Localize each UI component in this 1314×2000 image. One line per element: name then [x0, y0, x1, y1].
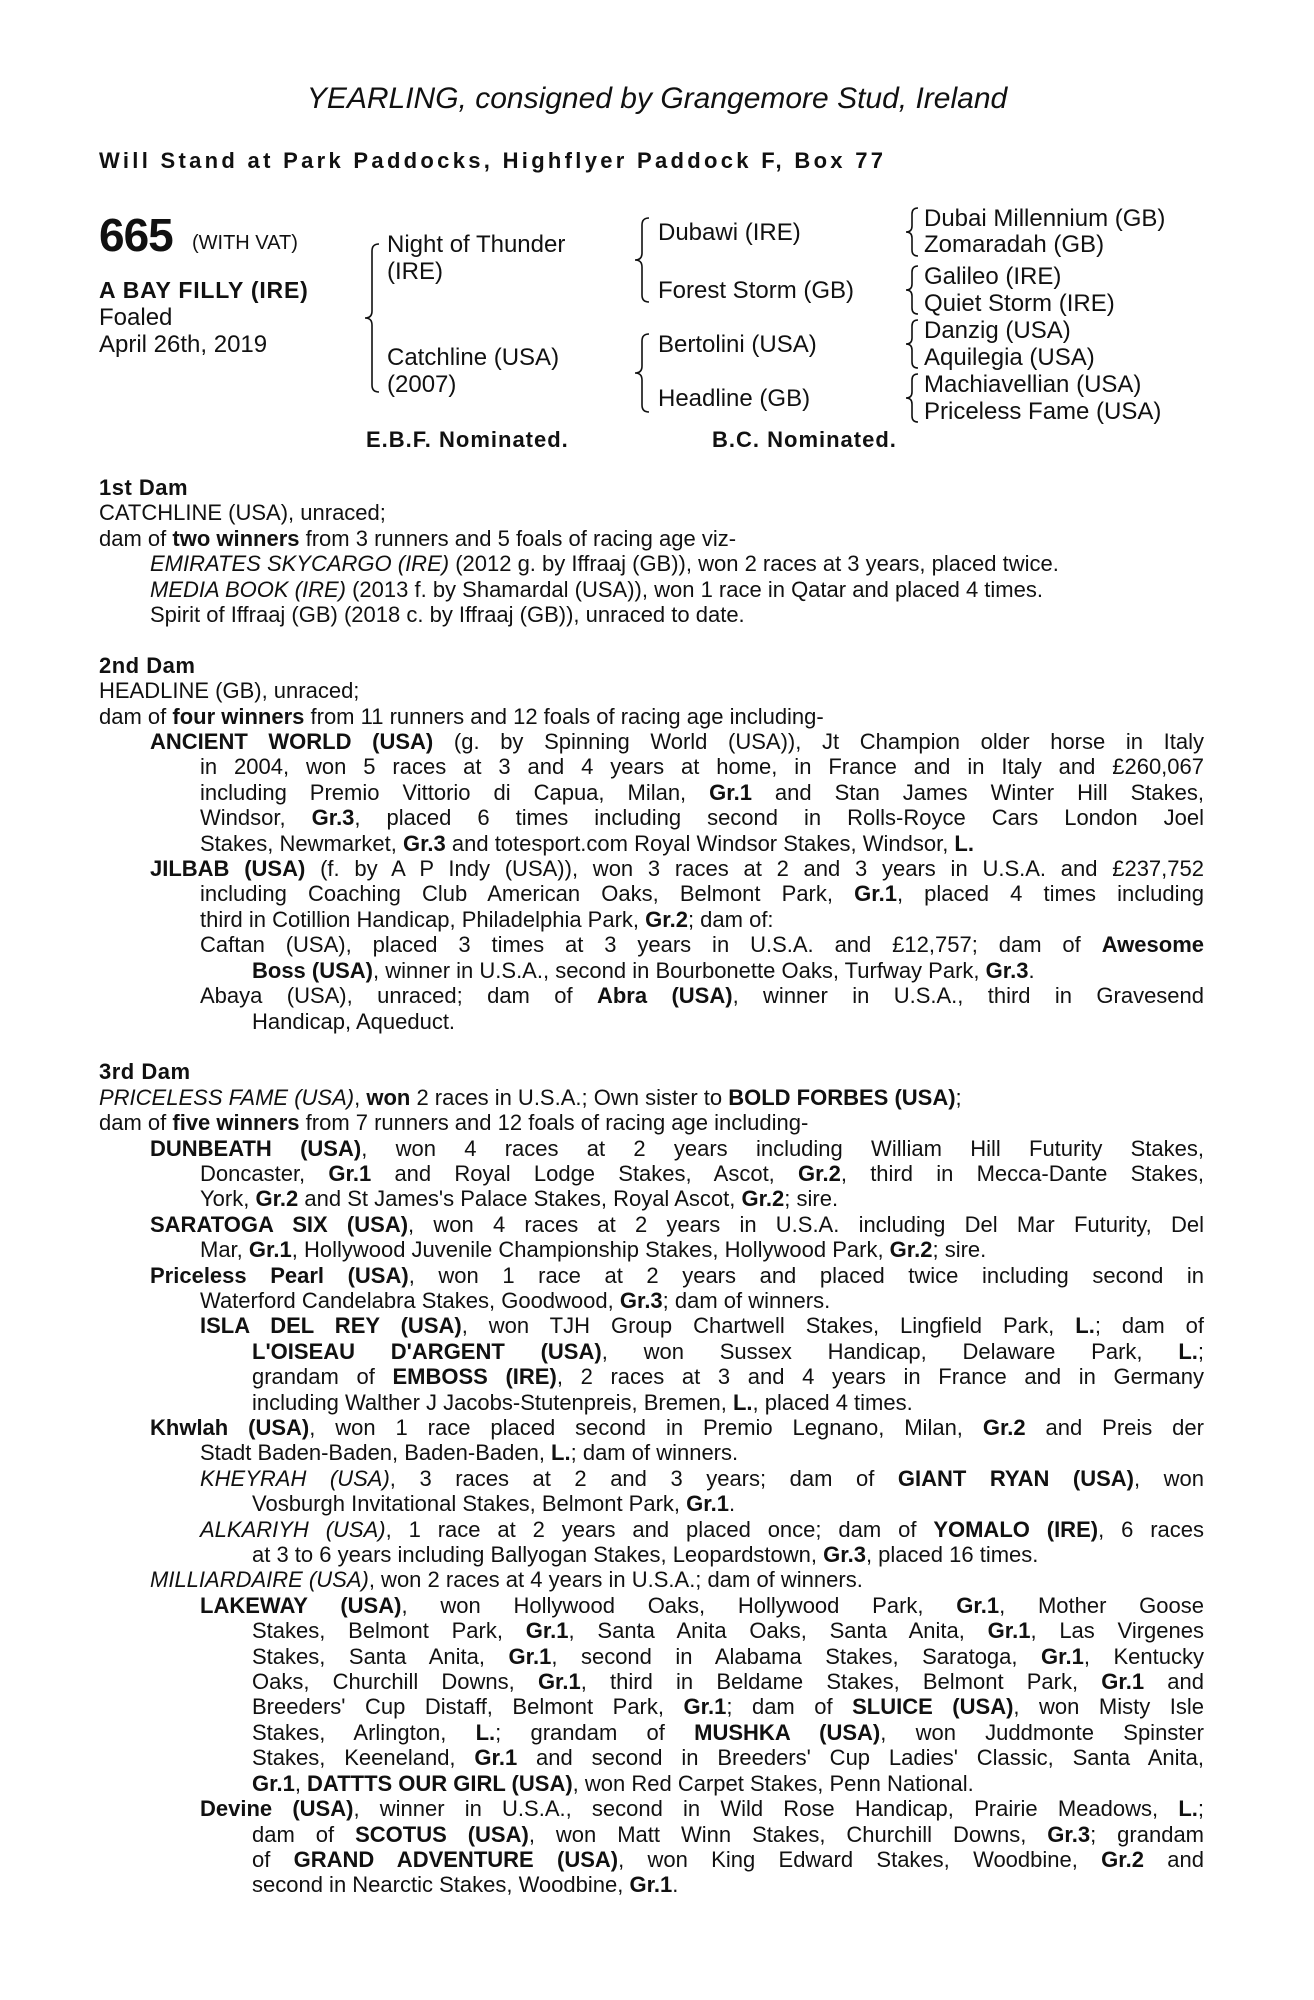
text-line: [99, 1059, 1204, 1084]
second-dam-section: [99, 653, 1204, 1034]
text-run: , won Juddmonte Spinster: [880, 1719, 1204, 1745]
lot-number: 665: [99, 209, 173, 261]
pedigree-entry: [99, 551, 1204, 576]
bold-text: DUNBEATH (USA): [150, 1135, 362, 1161]
bold-text: GRAND ADVENTURE (USA): [293, 1846, 619, 1872]
bold-text: Gr.1: [987, 1618, 1031, 1644]
text-run: and: [1144, 1669, 1204, 1695]
text-run: , won Misty Isle: [1013, 1694, 1204, 1720]
text-run: Stakes, Santa Anita,: [252, 1643, 509, 1669]
text-line: [99, 958, 1204, 983]
dam-dam: Headline (GB): [658, 385, 811, 412]
text-line: [99, 1567, 1204, 1592]
text-line: [99, 475, 1204, 500]
text-run: ; sire.: [932, 1237, 987, 1263]
text-line: [99, 1644, 1204, 1669]
text-run: Stakes, Keeneland,: [252, 1745, 475, 1771]
bold-text: SARATOGA SIX (USA): [150, 1211, 409, 1237]
vat-note: (WITH VAT): [192, 232, 298, 254]
text-line: [99, 526, 1204, 551]
text-run: , won Matt Winn Stakes, Churchill Downs,: [528, 1821, 1048, 1847]
text-run: , won Hollywood Oaks, Hollywood Park,: [401, 1592, 957, 1618]
bold-text: Gr.1: [525, 1618, 569, 1644]
text-run: and second in Breeders' Cup Ladies' Classic, Santa Anita,: [517, 1745, 1204, 1771]
sire-name: Night of Thunder: [387, 231, 566, 258]
text-line: [99, 754, 1204, 779]
text-run: , Las Virgenes: [1030, 1618, 1204, 1644]
bold-text: Gr.2: [889, 1237, 933, 1263]
text-line: [99, 1466, 1204, 1491]
dam-sire: Bertolini (USA): [658, 331, 817, 358]
text-run: , won King Edward Stakes, Woodbine,: [618, 1846, 1102, 1872]
text-run: Breeders' Cup Distaff, Belmont Park,: [252, 1694, 684, 1720]
text-run: in 2004, won 5 races at 3 and 4 years at home, in France and in Italy and £260,067: [200, 754, 1204, 780]
text-run: Stakes, Belmont Park,: [252, 1618, 526, 1644]
bold-text: ANCIENT WORLD (USA): [150, 729, 434, 755]
text-line: [99, 1517, 1204, 1542]
text-line: [99, 932, 1204, 957]
pedigree-entry: [99, 856, 1204, 932]
text-run: (g. by Spinning World (USA)), Jt Champion older horse in Italy: [433, 729, 1204, 755]
text-run: ; dam of: [726, 1694, 853, 1720]
pedigree-entry: [99, 983, 1204, 1034]
gen3-ancestor: Galileo (IRE): [924, 263, 1062, 290]
text-line: [99, 1796, 1204, 1821]
text-run: , won Sussex Handicap, Delaware Park,: [601, 1338, 1179, 1364]
italic-text: KHEYRAH (USA): [200, 1465, 390, 1491]
foaled-label: Foaled: [99, 304, 173, 331]
text-run: , won 1 race placed second in Premio Legnano, Milan,: [309, 1415, 983, 1440]
text-run: ; dam of winners.: [570, 1440, 739, 1466]
text-run: , winner in U.S.A., second in Bourbonette Oaks, Turfway Park,: [373, 957, 986, 983]
text-run: Abaya (USA), unraced; dam of: [200, 983, 597, 1009]
text-run: (2013 f. by Shamardal (USA)), won 1 race in Qatar and placed 4 times.: [345, 576, 1043, 602]
text-run: Stakes, Arlington,: [252, 1719, 476, 1745]
text-run: dam of: [252, 1821, 356, 1847]
bracket: [906, 266, 918, 314]
text-run: and Royal Lodge Stakes, Ascot,: [371, 1160, 799, 1186]
heading-text: 3rd Dam: [99, 1059, 191, 1085]
sire-sire: Dubawi (IRE): [658, 219, 801, 246]
text-line: [99, 1822, 1204, 1847]
bracket: [635, 334, 649, 412]
text-run: , won 4 races at 2 years including William Hill Futurity Stakes,: [361, 1135, 1204, 1161]
pedigree-entry: [99, 1466, 1204, 1517]
text-run: , 3 races at 2 and 3 years; dam of: [389, 1465, 898, 1491]
bold-text: SCOTUS (USA): [355, 1821, 529, 1847]
text-line: [99, 1161, 1204, 1186]
text-line: [99, 1212, 1204, 1237]
bold-text: Gr.1: [508, 1643, 552, 1669]
text-line: [99, 704, 1204, 729]
bold-text: Gr.1: [248, 1237, 292, 1263]
heading-text: 1st Dam: [99, 475, 189, 500]
gen3-ancestor: Dubai Millennium (GB): [924, 205, 1166, 232]
pedigree-entry: [99, 1415, 1204, 1466]
bold-text: Awesome: [1101, 932, 1204, 958]
pedigree-entry: [99, 729, 1204, 856]
text-line: [99, 551, 1204, 576]
text-run: Windsor,: [200, 805, 312, 831]
gen3-ancestor: Aquilegia (USA): [924, 344, 1095, 371]
text-run: , placed 6 times including second in Rolls-Royce Cars London Joel: [354, 805, 1204, 831]
gen3-ancestor: Danzig (USA): [924, 317, 1071, 344]
text-line: [99, 500, 1204, 525]
text-line: [99, 1415, 1204, 1440]
bc-nominated: B.C. Nominated.: [712, 427, 897, 452]
text-line: [99, 983, 1204, 1008]
pedigree-entry: [99, 1313, 1204, 1415]
text-run: , 1 race at 2 years and placed once; dam of: [385, 1516, 934, 1542]
first-dam-section: [99, 475, 1204, 627]
text-line: [99, 1847, 1204, 1872]
text-run: , 2 races at 3 and 4 years in France and in Germany: [556, 1364, 1204, 1390]
text-run: dam of: [99, 703, 173, 729]
third-dam-section: [99, 1059, 1204, 1897]
pedigree-entry: [99, 602, 1204, 627]
text-line: [99, 1263, 1204, 1288]
ebf-nominated: E.B.F. Nominated.: [366, 427, 569, 452]
text-line: [99, 1390, 1204, 1415]
heading-text: 2nd Dam: [99, 652, 196, 678]
text-run: and St James's Palace Stakes, Royal Ascot,: [298, 1186, 742, 1212]
bold-text: Priceless Pearl (USA): [150, 1262, 409, 1288]
bold-text: L.: [1178, 1338, 1198, 1364]
text-run: .: [1028, 957, 1035, 983]
text-run: .: [728, 1491, 736, 1517]
text-run: and: [1143, 1846, 1204, 1872]
text-run: third in Cotillion Handicap, Philadelphia Park,: [200, 906, 646, 932]
bold-text: Gr.3: [985, 957, 1029, 983]
text-run: including Coaching Club American Oaks, Belmont Park,: [200, 881, 855, 907]
text-run: ;: [1197, 1796, 1204, 1822]
text-run: Oaks, Churchill Downs,: [252, 1669, 538, 1695]
bold-text: Gr.2: [255, 1186, 299, 1212]
text-line: [99, 1618, 1204, 1643]
text-run: HEADLINE (GB), unraced;: [99, 678, 360, 704]
text-run: second in Nearctic Stakes, Woodbine,: [252, 1872, 630, 1898]
text-run: and Stan James Winter Hill Stakes,: [751, 779, 1204, 805]
text-line: [99, 1720, 1204, 1745]
bold-text: BOLD FORBES (USA): [728, 1084, 956, 1110]
bold-text: DATTTS OUR GIRL (USA): [307, 1770, 573, 1796]
bold-text: Gr.1: [252, 1770, 295, 1796]
text-run: ; dam of:: [687, 906, 774, 932]
pedigree-entry: [99, 577, 1204, 602]
text-line: [99, 653, 1204, 678]
text-line: [99, 1694, 1204, 1719]
bold-text: Khwlah (USA): [150, 1415, 310, 1440]
text-run: (f. by A P Indy (USA)), won 3 races at 2 and 3 years in U.S.A. and £237,752: [305, 856, 1204, 882]
text-run: , third in Beldame Stakes, Belmont Park,: [580, 1669, 1102, 1695]
bold-text: Gr.1: [1041, 1643, 1084, 1669]
text-line: [99, 602, 1204, 627]
pedigree-entry: [99, 1593, 1204, 1796]
bold-text: LAKEWAY (USA): [200, 1592, 402, 1618]
text-line: [99, 856, 1204, 881]
section-heading: [99, 1059, 1204, 1084]
bold-text: Gr.1: [686, 1491, 729, 1517]
italic-text: PRICELESS FAME (USA): [99, 1084, 355, 1110]
text-run: ; grandam of: [495, 1719, 695, 1745]
bracket: [906, 208, 918, 256]
text-line: [99, 678, 1204, 703]
sire-dam: Forest Storm (GB): [658, 277, 855, 304]
bold-text: YOMALO (IRE): [933, 1516, 1099, 1542]
italic-text: ALKARIYH (USA): [200, 1516, 386, 1542]
bold-text: ISLA DEL REY (USA): [200, 1313, 462, 1339]
bold-text: Gr.1: [474, 1745, 518, 1771]
text-line: [99, 577, 1204, 602]
bold-text: Boss (USA): [252, 957, 374, 983]
text-run: of: [252, 1846, 294, 1872]
text-run: 2 races in U.S.A.; Own sister to: [410, 1084, 729, 1110]
text-run: , Mother Goose: [999, 1592, 1204, 1618]
catalogue-title: YEARLING, consigned by Grangemore Stud, Ireland: [306, 82, 1008, 115]
text-run: ;: [955, 1084, 962, 1110]
text-run: from 7 runners and 12 foals of racing age including-: [299, 1110, 809, 1136]
pedigree-entry: [99, 932, 1204, 983]
text-run: dam of: [99, 1110, 173, 1136]
bold-text: Gr.2: [982, 1415, 1026, 1440]
produce-record: [99, 475, 1204, 1898]
text-line: [99, 1669, 1204, 1694]
text-line: [99, 1440, 1204, 1465]
text-line: [99, 1745, 1204, 1770]
text-run: , won 4 races at 2 years in U.S.A. including Del Mar Futurity, Del: [408, 1211, 1205, 1237]
sire-country: (IRE): [387, 258, 443, 285]
bracket: [635, 218, 649, 302]
text-line: [99, 1872, 1204, 1897]
text-line: [99, 1136, 1204, 1161]
text-run: , placed 16 times.: [865, 1542, 1039, 1568]
italic-text: MILLIARDAIRE (USA): [150, 1567, 369, 1593]
text-run: Caftan (USA), placed 3 times at 3 years in U.S.A. and £12,757; dam of: [200, 932, 1102, 958]
text-run: , won 2 races at 4 years in U.S.A.; dam of winners.: [368, 1567, 863, 1593]
text-run: .: [672, 1872, 679, 1898]
text-run: at 3 to 6 years including Ballyogan Stakes, Leopardstown,: [252, 1542, 824, 1568]
bold-text: L.: [1178, 1796, 1198, 1822]
text-run: , second in Alabama Stakes, Saratoga,: [551, 1643, 1042, 1669]
bold-text: Gr.3: [1047, 1821, 1091, 1847]
bold-text: Gr.1: [854, 881, 897, 907]
text-run: , Hollywood Juvenile Championship Stakes, Hollywood Park,: [291, 1237, 890, 1263]
bold-text: two winners: [172, 525, 300, 551]
text-run: Stadt Baden-Baden, Baden-Baden,: [200, 1440, 552, 1466]
text-line: [99, 780, 1204, 805]
bold-text: Abra (USA): [596, 983, 733, 1009]
pedigree-entry: [99, 1110, 1204, 1135]
text-run: ; dam of: [1094, 1313, 1204, 1339]
bold-text: Gr.2: [798, 1160, 841, 1186]
text-run: Mar,: [200, 1237, 249, 1263]
text-run: , won: [1134, 1465, 1205, 1491]
text-line: [99, 1542, 1204, 1567]
text-run: including Premio Vittorio di Capua, Milan,: [200, 779, 710, 805]
pedigree-entry: [99, 526, 1204, 551]
bold-text: L.: [475, 1719, 496, 1745]
bold-text: Gr.1: [629, 1872, 673, 1898]
bold-text: SLUICE (USA): [852, 1694, 1014, 1720]
text-run: grandam of: [252, 1364, 393, 1390]
text-line: [99, 1186, 1204, 1211]
text-run: , won Red Carpet Stakes, Penn National.: [572, 1770, 974, 1796]
text-line: [99, 1085, 1204, 1110]
bold-text: MUSHKA (USA): [694, 1719, 881, 1745]
text-run: Spirit of Iffraaj (GB) (2018 c. by Iffraaj (GB)), unraced to date.: [150, 602, 745, 628]
pedigree-entry: [99, 1136, 1204, 1212]
pedigree-entry: [99, 678, 1204, 703]
dam-year: (2007): [387, 371, 457, 398]
text-run: , won 1 race at 2 years and placed twice including second in: [408, 1262, 1205, 1288]
bold-text: Devine (USA): [200, 1796, 354, 1822]
text-line: [99, 1339, 1204, 1364]
text-line: [99, 907, 1204, 932]
pedigree-entry: [99, 1796, 1204, 1898]
text-run: and totesport.com Royal Windsor Stakes, Windsor,: [445, 830, 955, 856]
text-run: ; grandam: [1090, 1821, 1204, 1847]
pedigree-entry: [99, 1517, 1204, 1568]
text-run: (2012 g. by Iffraaj (GB)), won 2 races at 3 years, placed twice.: [449, 551, 1059, 577]
foaled-date: April 26th, 2019: [99, 331, 268, 358]
horse-description: A BAY FILLY (IRE): [99, 277, 309, 303]
bold-text: Gr.3: [402, 830, 446, 856]
bold-text: Gr.1: [709, 779, 752, 805]
bold-text: four winners: [172, 703, 305, 729]
text-run: , won TJH Group Chartwell Stakes, Lingfield Park,: [461, 1313, 1076, 1339]
text-line: [99, 1237, 1204, 1262]
bold-text: GIANT RYAN (USA): [897, 1465, 1134, 1491]
bold-text: Gr.3: [619, 1287, 663, 1313]
pedigree-entry: [99, 704, 1204, 729]
text-line: [99, 1364, 1204, 1389]
dam-name: Catchline (USA): [387, 344, 560, 371]
bold-text: L'OISEAU D'ARGENT (USA): [252, 1338, 602, 1364]
bold-text: Gr.1: [956, 1592, 1000, 1618]
text-run: from 11 runners and 12 foals of racing age including-: [304, 703, 824, 729]
bold-text: five winners: [172, 1110, 300, 1136]
bracket: [906, 374, 918, 422]
text-line: [99, 1593, 1204, 1618]
bold-text: Gr.1: [1101, 1669, 1145, 1695]
text-run: Vosburgh Invitational Stakes, Belmont Park,: [252, 1491, 687, 1517]
pedigree-entry: [99, 1085, 1204, 1110]
bold-text: JILBAB (USA): [150, 856, 306, 882]
section-gap: [99, 627, 1204, 652]
gen3-ancestor: Zomaradah (GB): [924, 231, 1105, 258]
text-run: ,: [294, 1770, 308, 1796]
gen3-ancestor: Priceless Fame (USA): [924, 398, 1162, 425]
text-run: , winner in U.S.A., second in Wild Rose Handicap, Prairie Meadows,: [353, 1796, 1179, 1822]
text-run: Handicap, Aqueduct.: [252, 1008, 456, 1034]
bold-text: L.: [732, 1389, 753, 1415]
section-heading: [99, 653, 1204, 678]
bold-text: L.: [551, 1440, 571, 1466]
text-run: Doncaster,: [200, 1160, 329, 1186]
text-run: Waterford Candelabra Stakes, Goodwood,: [200, 1287, 620, 1313]
text-run: from 3 runners and 5 foals of racing age viz-: [299, 525, 737, 551]
text-run: , winner in U.S.A., third in Gravesend: [732, 983, 1205, 1009]
bold-text: Gr.3: [311, 805, 355, 831]
text-run: CATCHLINE (USA), unraced;: [99, 500, 386, 526]
text-line: [99, 1288, 1204, 1313]
text-line: [99, 881, 1204, 906]
pedigree-entry: [99, 1567, 1204, 1592]
section-heading: [99, 475, 1204, 500]
text-run: ;: [1197, 1338, 1204, 1364]
italic-text: MEDIA BOOK (IRE): [150, 576, 346, 602]
text-run: York,: [200, 1186, 256, 1212]
text-run: ,: [354, 1084, 367, 1110]
text-line: [99, 1771, 1204, 1796]
bold-text: Gr.3: [823, 1542, 866, 1568]
text-line: [99, 729, 1204, 754]
bold-text: Gr.2: [741, 1186, 785, 1212]
text-line: [99, 1009, 1204, 1034]
text-run: , third in Mecca-Dante Stakes,: [840, 1160, 1205, 1186]
bold-text: L.: [1075, 1313, 1095, 1339]
text-run: Stakes, Newmarket,: [200, 830, 403, 856]
text-run: , Kentucky: [1083, 1643, 1204, 1669]
text-line: [99, 831, 1204, 856]
text-run: , 6 races: [1098, 1516, 1204, 1542]
italic-text: EMIRATES SKYCARGO (IRE): [150, 551, 450, 577]
text-run: dam of: [99, 525, 173, 551]
stabling-location: Will Stand at Park Paddocks, Highflyer Paddock F, Box 77: [99, 148, 887, 173]
bold-text: Gr.2: [1101, 1846, 1144, 1872]
pedigree-entry: [99, 500, 1204, 525]
gen3-ancestor: Machiavellian (USA): [924, 371, 1142, 398]
pedigree-entry: [99, 1263, 1204, 1314]
text-line: [99, 1491, 1204, 1516]
bold-text: EMBOSS (IRE): [392, 1364, 557, 1390]
text-run: ; sire.: [784, 1186, 839, 1212]
text-run: and Preis der: [1025, 1415, 1204, 1440]
bold-text: Gr.1: [537, 1669, 581, 1695]
text-run: ; dam of winners.: [662, 1287, 831, 1313]
bold-text: L.: [954, 830, 974, 856]
pedigree-entry: [99, 1212, 1204, 1263]
bracket: [906, 320, 918, 368]
section-gap: [99, 1034, 1204, 1059]
bracket: [365, 244, 379, 392]
bold-text: won: [366, 1084, 411, 1110]
text-run: , Santa Anita Oaks, Santa Anita,: [568, 1618, 988, 1644]
gen3-ancestor: Quiet Storm (IRE): [924, 290, 1115, 317]
text-line: [99, 805, 1204, 830]
bold-text: Gr.1: [683, 1694, 727, 1720]
text-run: including Walther J Jacobs-Stutenpreis, Bremen,: [252, 1389, 733, 1415]
text-line: [99, 1313, 1204, 1338]
text-run: , placed 4 times including: [896, 881, 1205, 907]
text-run: , placed 4 times.: [752, 1389, 913, 1415]
bold-text: Gr.2: [645, 906, 688, 932]
bold-text: Gr.1: [328, 1160, 372, 1186]
text-line: [99, 1110, 1204, 1135]
